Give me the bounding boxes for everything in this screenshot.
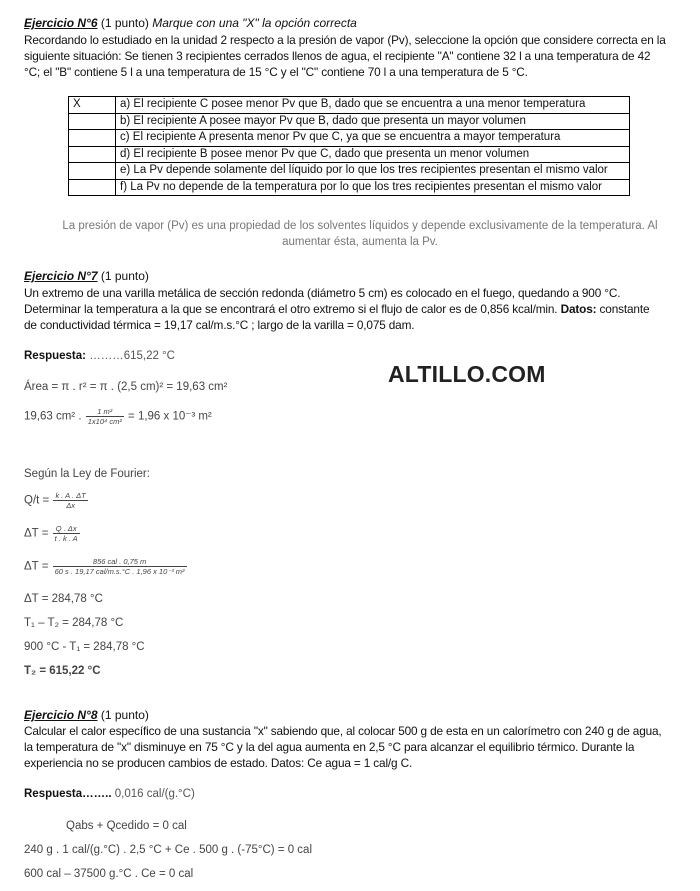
ej7-answer-line [24, 350, 175, 362]
dt-denominator: t . k . A [54, 534, 78, 543]
ej7-t1-t2: T₁ – T₂ = 284,78 °C [24, 617, 124, 629]
ej7-statement-3: de conductividad térmica = 19,17 cal/m.s.°C ; largo de la varilla = 0,075 dam. [24, 318, 415, 332]
ej8-line-3: 600 cal – 37500 g.°C . Ce = 0 cal [24, 868, 194, 880]
conv-denominator: 1x10⁴ cm² [87, 417, 122, 426]
ej8-heading: Ejercicio N°8 [24, 708, 98, 722]
ej7-statement-1: Un extremo de una varilla metálica de sección redonda (diámetro 5 cm) es colocado en el fuego, quedando a 900 °C. [24, 286, 621, 300]
option-text-e: e) La Pv depende solamente del líquido por lo que los tres recipientes presentan el mismo valor [116, 163, 630, 180]
ej7-t2-result: T₂ = 615,22 °C [24, 665, 101, 677]
ej7-answer-dots: ……… [89, 350, 124, 362]
q-denominator: Δx [66, 501, 75, 510]
ej7-dt-substitution [24, 557, 188, 576]
ej7-statement-2-line [24, 302, 649, 316]
ej7-datos-tail: constante [599, 302, 650, 316]
ej6-heading: Ejercicio N°6 [24, 16, 98, 30]
ej8-statement-3: experiencia no se producen cambios de estado. Datos: Ce agua = 1 cal/g C. [24, 756, 413, 770]
option-row-d [69, 146, 630, 163]
option-mark-c[interactable] [69, 130, 116, 147]
ej6-instruction: Marque con una "X" la opción correcta [152, 16, 357, 30]
ej6-note [40, 218, 680, 250]
ej8-answer-line [24, 788, 195, 800]
q-left: Q/t = [24, 494, 50, 507]
ej7-answer-label: Respuesta: [24, 350, 86, 362]
option-row-c [69, 130, 630, 147]
dt2-left: ΔT = [24, 560, 49, 573]
ej7-statement-2: Determinar la temperatura a la que se encontrará el otro extremo si el flujo de calor es de 0,856 kcal/min. [24, 302, 558, 316]
ej7-area-line: Área = π . r² = π . (2,5 cm)² = 19,63 cm² [24, 381, 228, 393]
ej7-conversion-line [24, 407, 212, 426]
ej7-title-line [24, 269, 149, 283]
option-row-b [69, 113, 630, 130]
ej6-options-table [68, 96, 630, 196]
option-text-a: a) El recipiente C posee menor Pv que B, dado que se encuentra a una menor temperatura [116, 97, 630, 114]
ej8-answer-label: Respuesta…….. [24, 788, 112, 800]
ej7-answer-value: 615,22 °C [123, 350, 175, 362]
dt-numerator: Q . Δx [53, 524, 80, 534]
ej8-line-2: 240 g . 1 cal/(g.°C) . 2,5 °C + Ce . 500 g . (-75°C) = 0 cal [24, 844, 313, 856]
ej8-title-line [24, 708, 149, 722]
ej7-datos-label: Datos: [560, 302, 597, 316]
ej8-statement-1: Calcular el calor específico de una sustancia "x" sabiendo que, al colocar 500 g de esta en un calorímetro con 240 g de agua, [24, 724, 662, 738]
ej6-points: (1 punto) [100, 16, 149, 30]
ej6-note-line-2: aumentar ésta, aumenta la Pv. [282, 236, 438, 248]
option-mark-a[interactable]: X [69, 97, 116, 114]
dt2-numerator: 856 cal . 0,75 m [53, 557, 187, 567]
option-text-f: f) La Pv no depende de la temperatura por lo que los tres recipientes presentan el mismo valor [116, 179, 630, 196]
dt2-fraction [53, 557, 187, 576]
ej7-dt-result: ΔT = 284,78 °C [24, 593, 103, 605]
option-mark-b[interactable] [69, 113, 116, 130]
ej8-answer-value: 0,016 cal/(g.°C) [114, 788, 195, 800]
option-mark-e[interactable] [69, 163, 116, 180]
ej7-dt-formula [24, 524, 81, 543]
ej7-q-formula [24, 491, 89, 510]
ej6-statement-3: °C; el "B" contiene 5 l a una temperatura de 15 °C y el "C" contiene 70 l a una temperatura de 5 °C. [24, 65, 528, 79]
q-fraction [53, 491, 87, 510]
ej7-t900: 900 °C - T₁ = 284,78 °C [24, 641, 145, 653]
ej6-note-line-1: La presión de vapor (Pv) es una propiedad de los solventes líquidos y depende exclusivamente de la temperatura. Al [62, 220, 658, 232]
option-row-e [69, 163, 630, 180]
option-text-c: c) El recipiente A presenta menor Pv que C, ya que se encuentra a mayor temperatura [116, 130, 630, 147]
dt-left: ΔT = [24, 527, 49, 540]
ej7-fourier-label: Según la Ley de Fourier: [24, 468, 150, 480]
option-text-b: b) El recipiente A posee mayor Pv que B, dado que presenta un mayor volumen [116, 113, 630, 130]
ej6-title-line [24, 16, 357, 30]
ej8-statement-2: la temperatura de "x" disminuye en 75 °C y la del agua aumenta en 2,5 °C para alcanzar el equilibrio térmico. Durante la [24, 740, 635, 754]
conv-fraction [86, 407, 124, 426]
ej8-line-1: Qabs + Qcedido = 0 cal [66, 820, 187, 832]
conv-right: = 1,96 x 10⁻³ m² [128, 410, 212, 423]
ej6-statement-1: Recordando lo estudiado en la unidad 2 respecto a la presión de vapor (Pv), seleccione la opción que considere correcta en la [24, 33, 666, 47]
dt2-denominator: 60 s . 19,17 cal/m.s.°C . 1,96 x 10⁻³ m² [54, 567, 185, 576]
conv-numerator: 1 m² [86, 407, 124, 417]
ej8-points: (1 punto) [100, 708, 149, 722]
ej6-statement-2: siguiente situación: Se tienen 3 recipientes cerrados llenos de agua, el recipiente "A" contiene 32 l a una temperatura de 42 [24, 49, 651, 63]
watermark-logo: ALTILLO.COM [388, 361, 546, 387]
option-mark-d[interactable] [69, 146, 116, 163]
ej7-heading: Ejercicio N°7 [24, 269, 98, 283]
option-text-d: d) El recipiente B posee menor Pv que C, dado que presenta un menor volumen [116, 146, 630, 163]
q-numerator: k . A . ΔT [55, 491, 86, 500]
conv-left: 19,63 cm² . [24, 410, 82, 423]
option-mark-f[interactable] [69, 179, 116, 196]
option-row-a [69, 97, 630, 114]
option-row-f [69, 179, 630, 196]
dt-fraction [53, 524, 80, 543]
ej7-points: (1 punto) [100, 269, 149, 283]
